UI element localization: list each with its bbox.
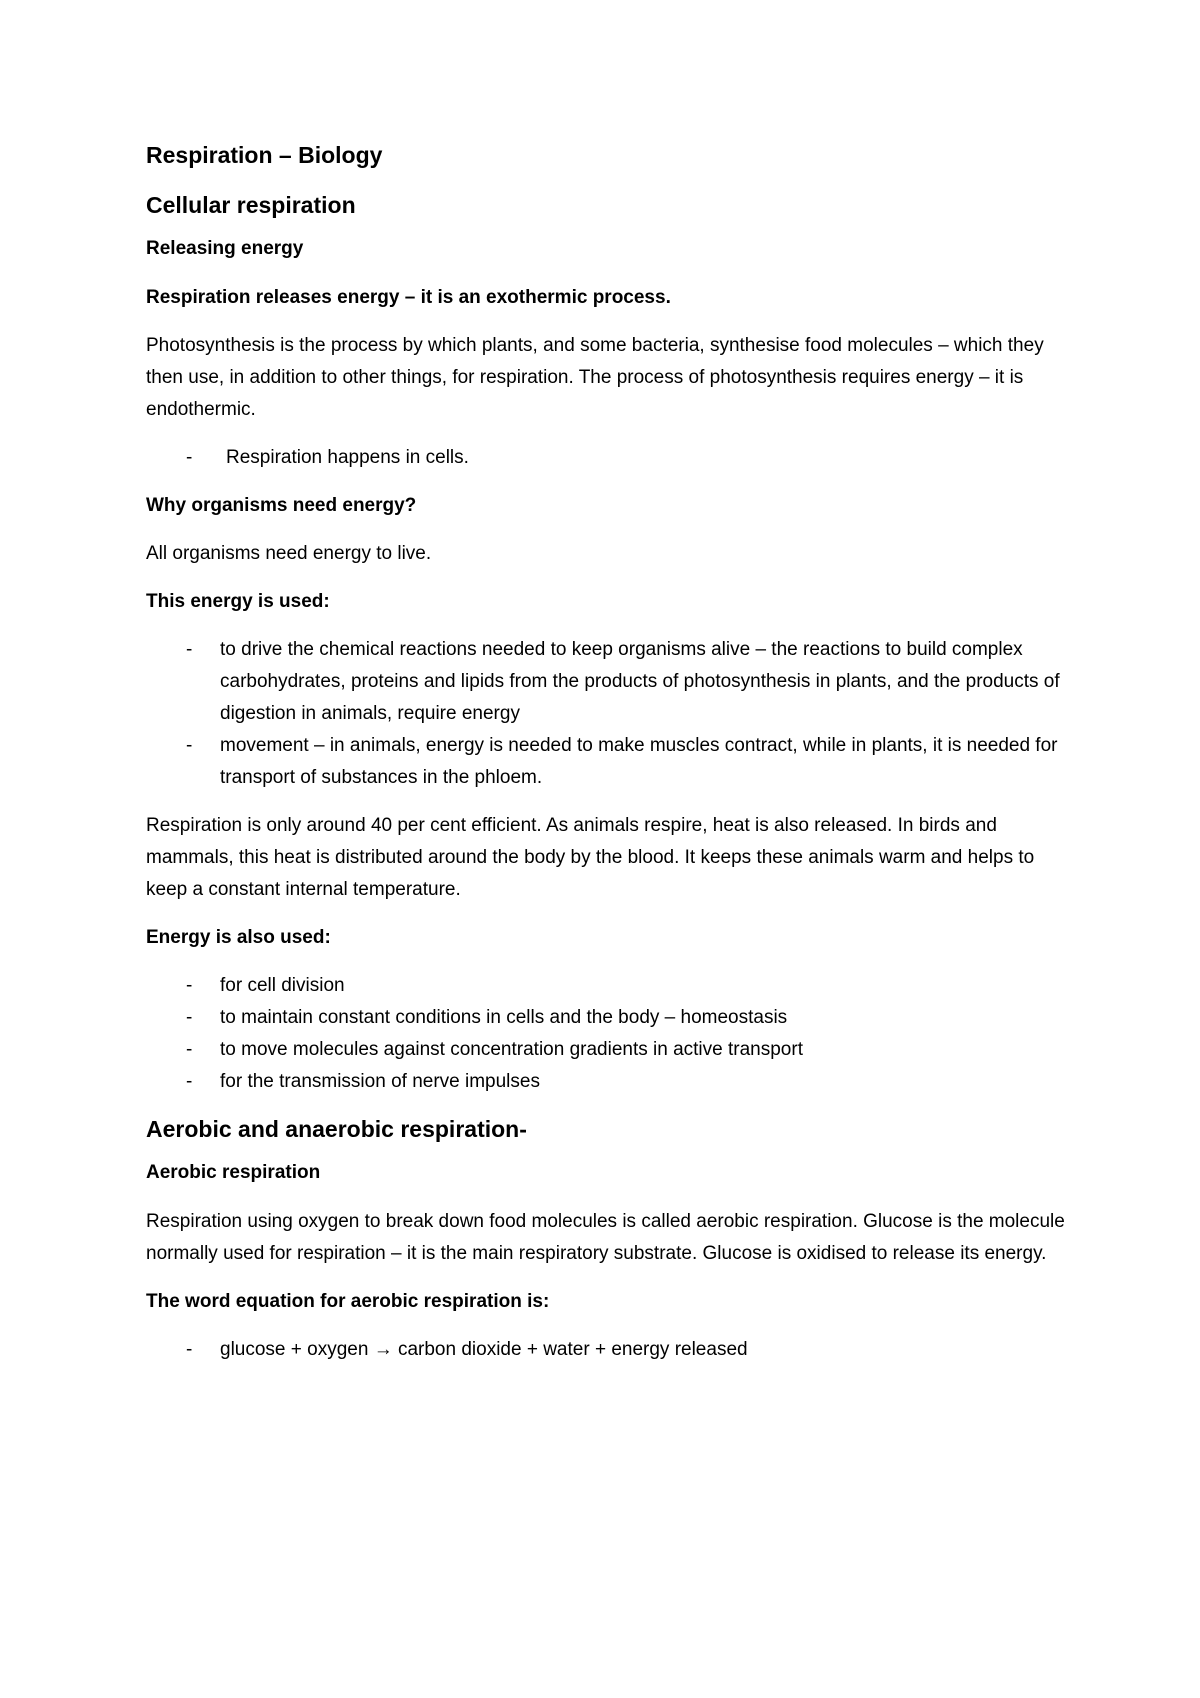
list-item (146, 970, 1076, 1002)
list-item-text: Respiration happens in cells. (226, 447, 469, 468)
why-energy-heading: Why organisms need energy? (146, 495, 417, 516)
cellular-respiration-heading: Cellular respiration (146, 192, 356, 218)
list-item-text: for the transmission of nerve impulses (220, 1071, 540, 1092)
word-equation-heading: The word equation for aerobic respiration is: (146, 1291, 550, 1312)
dash-bullet: - (186, 1339, 193, 1360)
photosynthesis-paragraph: Photosynthesis is the process by which plants, and some bacteria, synthesise food molecules – which they then use, in addition to other things, for respiration. The process of photosynthesis requires energy – it is endothermic. (146, 335, 1044, 420)
list-item-text: to move molecules against concentration gradients in active transport (220, 1039, 803, 1060)
aerobic-respiration-subheading: Aerobic respiration (146, 1162, 321, 1183)
word-equation-list (146, 1334, 1076, 1366)
list-item-text: to maintain constant conditions in cells and the body – homeostasis (220, 1007, 788, 1028)
energy-also-used-heading: Energy is also used: (146, 927, 331, 948)
dash-bullet: - (186, 975, 193, 996)
list-item (146, 730, 1076, 794)
list-item (146, 1034, 1076, 1066)
releasing-energy-heading: Releasing energy (146, 238, 304, 259)
list-item (146, 634, 1076, 730)
document-title: Respiration – Biology (146, 142, 383, 168)
energy-used-heading: This energy is used: (146, 591, 330, 612)
aerobic-anaerobic-heading: Aerobic and anaerobic respiration- (146, 1116, 527, 1142)
aerobic-definition-paragraph: Respiration using oxygen to break down food molecules is called aerobic respiration. Glucose is the molecule normally used for respiration – it is the main respiratory substrate. Glucose is oxidised to release its energy. (146, 1211, 1065, 1264)
dash-bullet: - (186, 1071, 193, 1092)
dash-bullet: - (186, 735, 193, 756)
list-item-text: movement – in animals, energy is needed to make muscles contract, while in plants, it is needed for transport of substances in the phloem. (220, 735, 1058, 788)
list-item (146, 442, 1076, 474)
list-item (146, 1066, 1076, 1098)
exothermic-statement: Respiration releases energy – it is an exothermic process. (146, 287, 671, 308)
dash-bullet: - (186, 447, 193, 468)
efficiency-paragraph: Respiration is only around 40 per cent efficient. As animals respire, heat is also released. In birds and mammals, this heat is distributed around the body by the blood. It keeps these animals warm and helps to keep a constant internal temperature. (146, 815, 1035, 900)
all-organisms-paragraph: All organisms need energy to live. (146, 543, 432, 564)
list-item-text: for cell division (220, 975, 345, 996)
list-item-text: to drive the chemical reactions needed to keep organisms alive – the reactions to build complex carbohydrates, proteins and lipids from the products of photosynthesis in plants, and the products of digestion in animals, require energy (220, 639, 1060, 724)
document-page (146, 140, 1076, 1382)
cells-bullet-list (146, 442, 1076, 474)
energy-also-used-list (146, 970, 1076, 1098)
dash-bullet: - (186, 1039, 193, 1060)
dash-bullet: - (186, 639, 193, 660)
list-item (146, 1002, 1076, 1034)
energy-used-list (146, 634, 1076, 794)
dash-bullet: - (186, 1007, 193, 1028)
word-equation-text: glucose + oxygen → carbon dioxide + water + energy released (220, 1339, 748, 1360)
list-item (146, 1334, 1076, 1366)
